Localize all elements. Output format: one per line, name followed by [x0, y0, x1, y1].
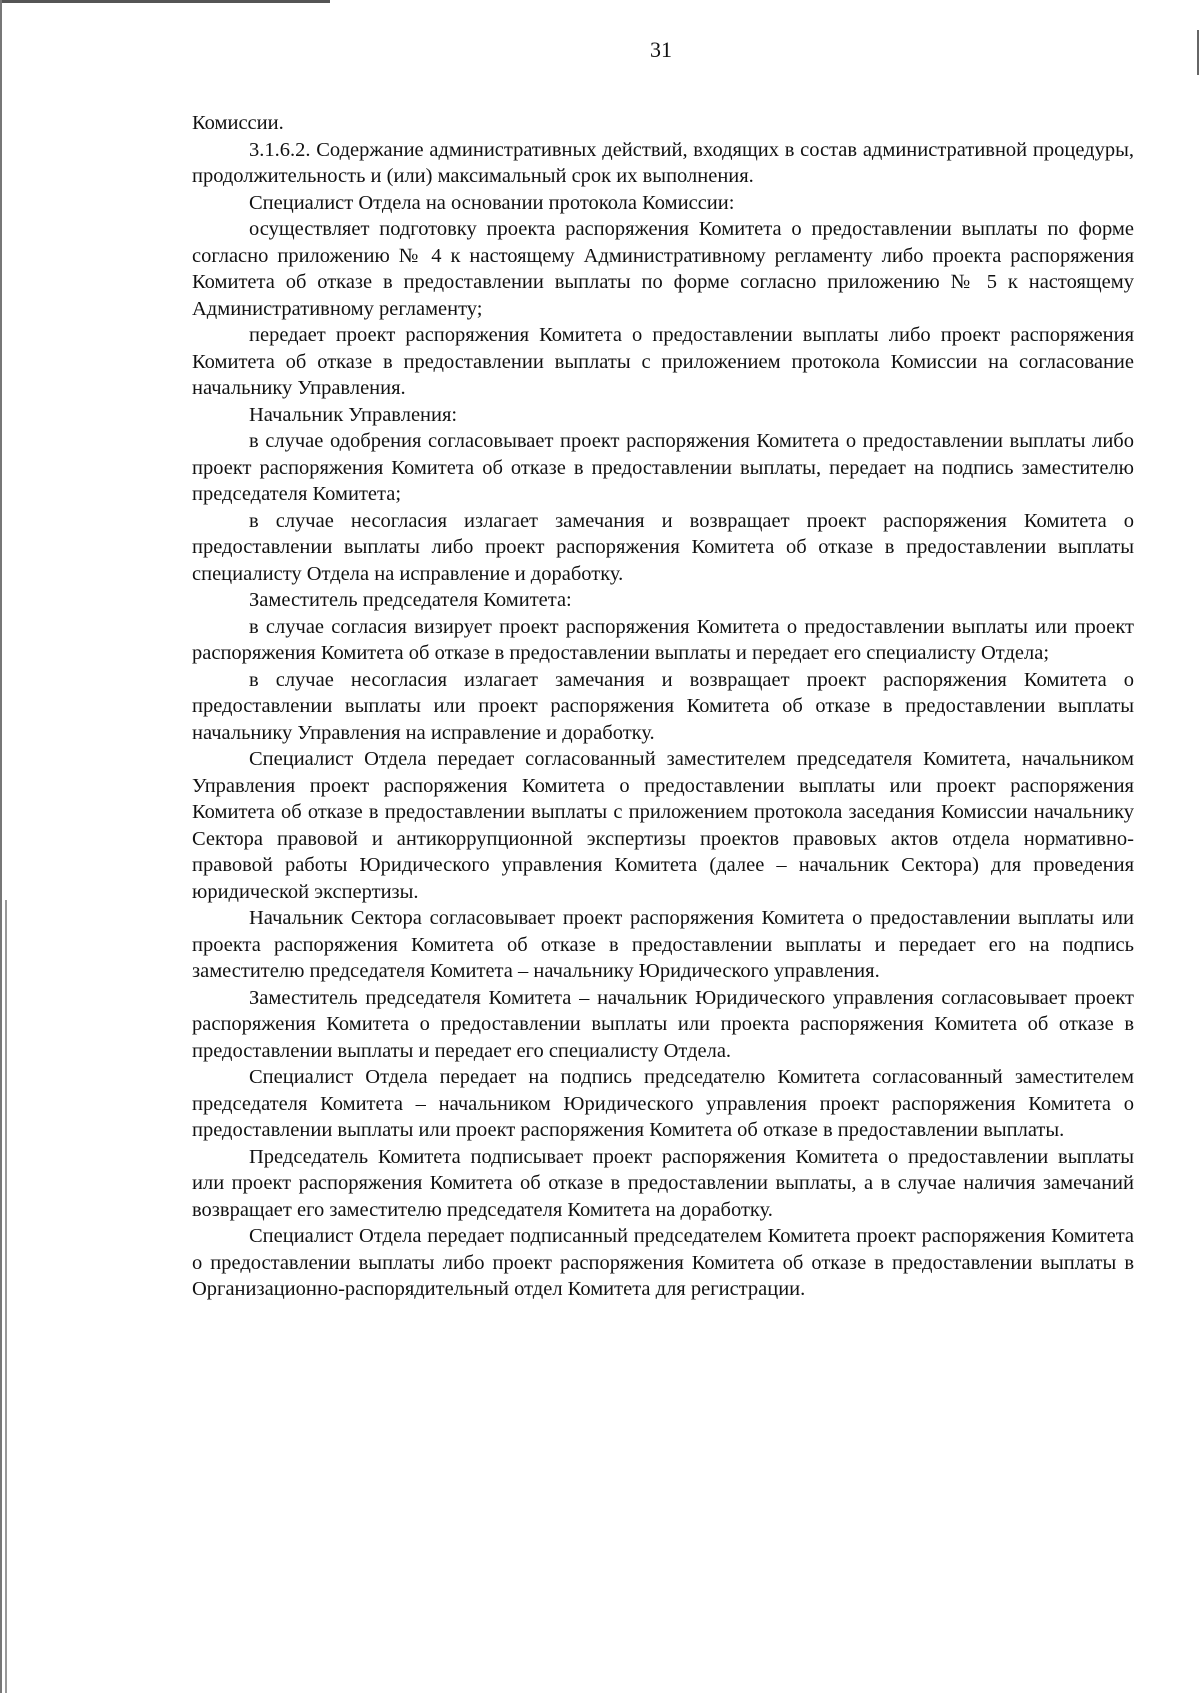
- paragraph: Заместитель председателя Комитета:: [249, 589, 572, 611]
- paragraph: Специалист Отдела на основании протокола Комиссии:: [249, 191, 735, 214]
- scan-edge-left-inner: [5, 900, 7, 1693]
- document-body: [192, 110, 1134, 1303]
- scan-edge-top: [0, 0, 330, 3]
- section-heading: 3.1.6.2. Содержание административных действий, входящих в состав административной процедуры, продолжительность и (или) максимальный срок их выполнения.: [192, 138, 1134, 187]
- paragraph: Специалист Отдела передает подписанный председателем Комитета проект распоряжения Комитета о предоставлении выплаты либо проект распоряжения Комитета об отказе в предоставлении выплаты в Организационно-распорядительный отдел Комитета для регистрации.: [192, 1225, 1134, 1300]
- paragraph: в случае несогласия излагает замечания и возвращает проект распоряжения Комитета о предоставлении выплаты либо проект распоряжения Комитета об отказе в предоставлении выплаты специалисту Отдела на исправление и доработку.: [192, 509, 1134, 585]
- paragraph: Председатель Комитета подписывает проект распоряжения Комитета о предоставлении выплаты или проект распоряжения Комитета об отказе в предоставлении выплаты, а в случае наличия замечаний возвращает его заместителю председателя Комитета на доработку.: [192, 1145, 1134, 1221]
- paragraph: в случае одобрения согласовывает проект распоряжения Комитета о предоставлении выплаты либо проект распоряжения Комитета об отказе в предоставлении выплаты, передает на подпись заместителю председателя Комитета;: [192, 430, 1134, 505]
- paragraph: Комиссии.: [192, 112, 284, 134]
- paragraph: Начальник Управления:: [249, 403, 458, 426]
- paragraph: осуществляет подготовку проекта распоряжения Комитета о предоставлении выплаты по форме согласно приложению № 4 к настоящему Административному регламенту либо проекта распоряжения Комитета об отказе в предоставлении выплаты по форме согласно приложению № 5 к настоящему Административному регламенту;: [192, 218, 1134, 320]
- scan-edge-left: [0, 0, 2, 1693]
- paragraph: в случае несогласия излагает замечания и возвращает проект распоряжения Комитета о предоставлении выплаты или проект распоряжения Комитета об отказе в предоставлении выплаты начальнику Управления на исправление и доработку.: [192, 668, 1134, 744]
- paragraph: Заместитель председателя Комитета – начальник Юридического управления согласовывает проект распоряжения Комитета о предоставлении выплаты или проекта распоряжения Комитета об отказе в предоставлении выплаты и передает его специалисту Отдела.: [192, 986, 1134, 1062]
- paragraph: Специалист Отдела передает согласованный заместителем председателя Комитета, начальником Управления проект распоряжения Комитета о предоставлении выплаты или проект распоряжения Комитета об отказе в предоставлении выплаты с приложением протокола заседания Комиссии начальнику Сектора правовой и антикоррупционной экспертизы проектов правовых актов отдела нормативно-правовой работы Юридического управления Комитета (далее – начальник Сектора) для проведения юридической экспертизы.: [192, 748, 1134, 903]
- paragraph: в случае согласия визирует проект распоряжения Комитета о предоставлении выплаты или проект распоряжения Комитета об отказе в предоставлении выплаты и передает его специалисту Отдела;: [192, 615, 1134, 664]
- paragraph: Начальник Сектора согласовывает проект распоряжения Комитета о предоставлении выплаты или проекта распоряжения Комитета об отказе в предоставлении выплаты и передает его на подпись заместителю председателя Комитета – начальнику Юридического управления.: [192, 907, 1134, 982]
- page-number: 31: [650, 37, 672, 62]
- paragraph: Специалист Отдела передает на подпись председателю Комитета согласованный заместителем председателя Комитета – начальником Юридического управления проект распоряжения Комитета о предоставлении выплаты или проект распоряжения Комитета об отказе в предоставлении выплаты.: [192, 1066, 1134, 1141]
- paragraph: передает проект распоряжения Комитета о предоставлении выплаты либо проект распоряжения Комитета об отказе в предоставлении выплаты с приложением протокола Комиссии на согласование начальнику Управления.: [192, 324, 1134, 399]
